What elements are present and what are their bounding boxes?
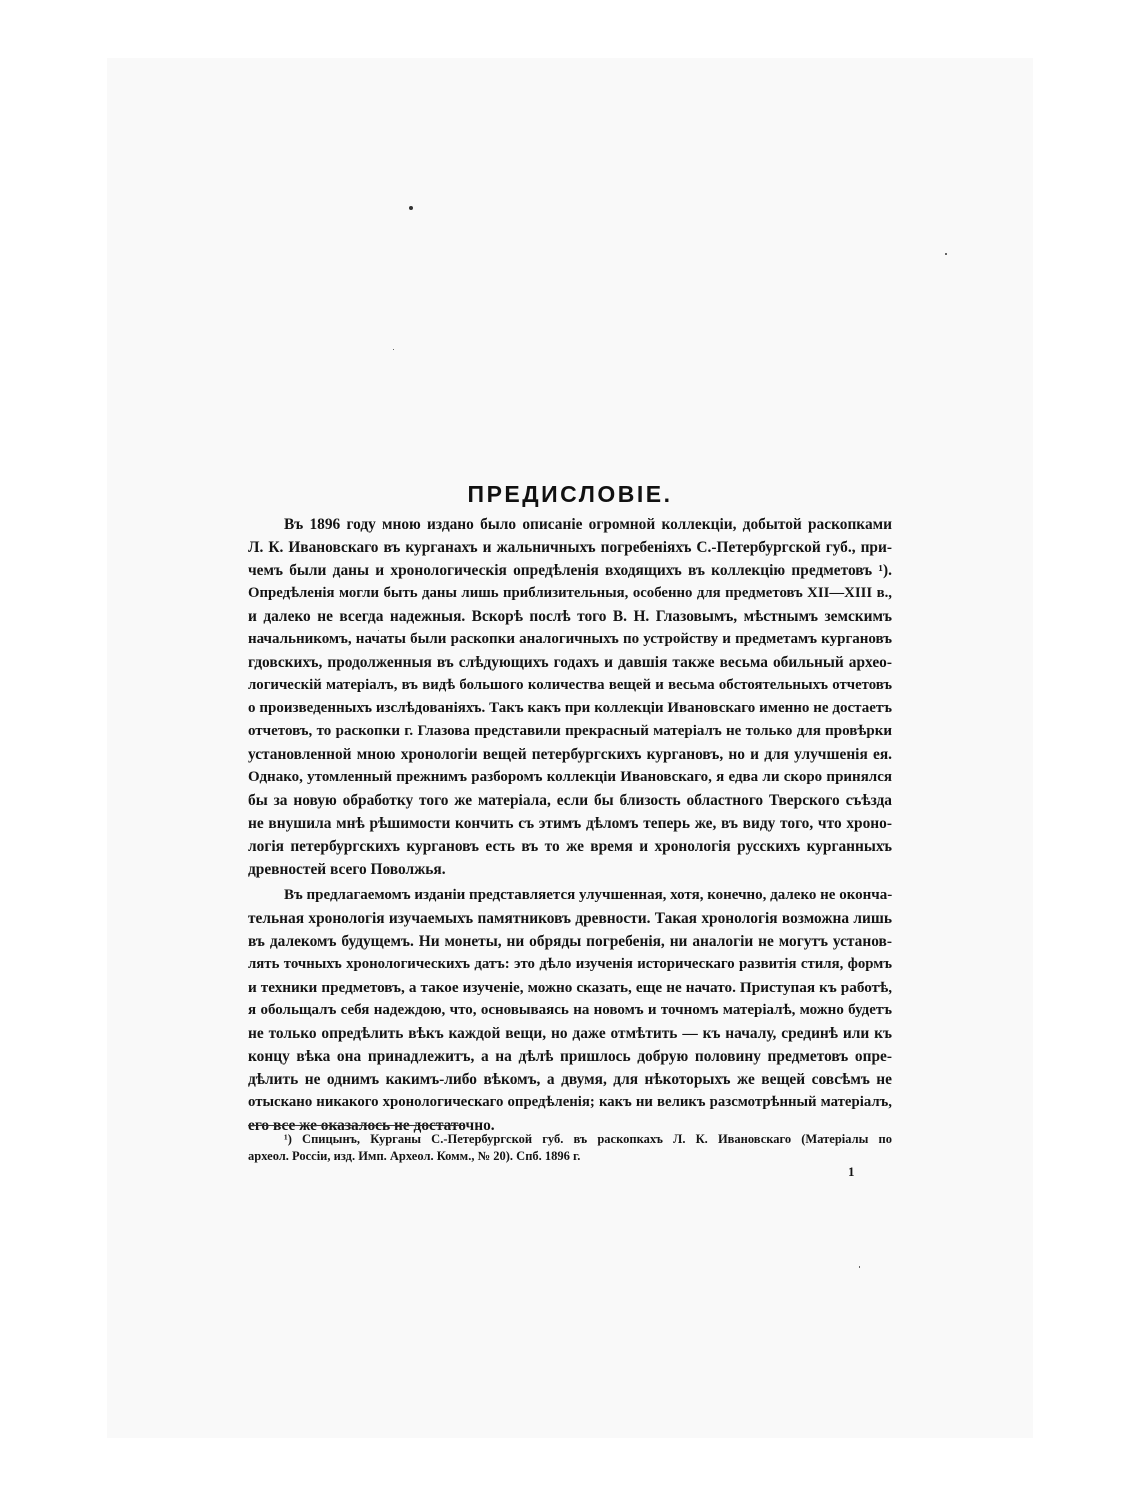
footnote-divider [248,1125,463,1126]
text-line: чемъ были даны и хронологическія опредѣленія входящихъ въ коллекцію предметовъ ¹). [248,562,892,579]
text-line: концу вѣка она принадлежитъ, а на дѣлѣ пришлось добрую половину предметовъ опре- [248,1048,892,1065]
text-line: Однако, утомленный прежнимъ разборомъ коллекціи Ивановскаго, я едва ли скоро принялся [248,769,892,785]
scanned-page [107,58,1033,1438]
text-line: начальникомъ, начаты были раскопки аналогичныхъ по устройству и предметамъ кургановъ [248,631,892,647]
text-line: въ далекомъ будущемъ. Ни монеты, ни обряды погребенія, ни аналогіи не могутъ установ- [248,933,892,950]
scan-speck [945,253,947,255]
text-line: дѣлить не однимъ какимъ-либо вѣкомъ, а двумя, для нѣкоторыхъ же вещей совсѣмъ не [248,1071,892,1088]
text-line: я обольщалъ себя надеждою, что, основываясь на новомъ и точномъ матеріалѣ, можно будетъ [248,1002,892,1018]
text-line: и далеко не всегда надежныя. Вскорѣ послѣ того В. Н. Глазовымъ, мѣстнымъ земскимъ [248,608,892,625]
page-number: 1 [848,1164,855,1179]
page-title: ПРЕДИСЛОВІЕ. [467,481,673,508]
text-line: отчетовъ, то раскопки г. Глазова представили прекрасный матеріалъ не только для провѣрки [248,723,892,739]
text-line: о произведенныхъ изслѣдованіяхъ. Такъ какъ при коллекціи Ивановскаго именно не достаетъ [248,700,892,716]
text-line: установленной мною хронологіи вещей петербургскихъ кургановъ, но и для улучшенія ея. [248,746,892,763]
body-text [248,513,892,1137]
text-line: тельная хронологія изучаемыхъ памятниковъ древности. Такая хронологія возможна лишь [248,910,892,927]
text-line: Въ 1896 году мною издано было описаніе огромной коллекціи, добытой раскопками [284,516,892,533]
text-line: гдовскихъ, продолженныя въ слѣдующихъ годахъ и давшія также весьма обильный архео- [248,654,892,671]
text-line: лять точныхъ хронологическихъ датъ: это дѣло изученія историческаго развитія стиля, формъ [248,956,892,972]
text-line: отыскано никакого хронологическаго опредѣленія; какъ ни великъ разсмотрѣнный матеріалъ, [248,1094,892,1110]
text-line: Въ предлагаемомъ изданіи представляется улучшенная, хотя, конечно, далеко не оконча- [284,887,893,903]
footnote-line: археол. Россіи, изд. Имп. Археол. Комм., № 20). Спб. 1896 г. [248,1149,581,1163]
text-line: Опредѣленія могли быть даны лишь приблизительныя, особенно для предметовъ XII—XIII в., [248,585,892,601]
scan-speck [409,206,413,210]
text-line: древностей всего Поволжья. [248,861,446,878]
text-line: его все же оказалось не достаточно. [248,1117,495,1134]
text-line: не только опредѣлить вѣкъ каждой вещи, но даже отмѣтить — къ началу, срединѣ или къ [248,1025,892,1042]
scan-speck [393,349,394,350]
text-line: не внушила мнѣ рѣшимости кончить съ этимъ дѣломъ теперь же, въ виду того, что хроно- [248,815,892,832]
scan-speck [859,1266,860,1268]
text-line: бы за новую обработку того же матеріала, если бы близость областного Тверского съѣзда [248,792,892,809]
paragraph [248,884,892,1137]
text-line: и техники предметовъ, а такое изученіе, можно сказать, еще не начато. Приступая къ работѣ, [248,979,892,996]
text-line: логія петербургскихъ кургановъ есть въ то же время и хронологія русскихъ курганныхъ [248,838,892,855]
text-line: Л. К. Ивановскаго въ курганахъ и жальничныхъ погребеніяхъ С.-Петербургской губ., при- [248,539,892,556]
footnote [248,1131,892,1165]
text-line: логическій матеріалъ, въ видѣ большого количества вещей и весьма обстоятельныхъ отчетовъ [248,677,892,693]
paragraph [248,513,892,881]
footnote-line: ¹) Спицынъ, Курганы С.-Петербургской губ. въ раскопкахъ Л. К. Ивановскаго (Матеріалы по [284,1132,892,1146]
